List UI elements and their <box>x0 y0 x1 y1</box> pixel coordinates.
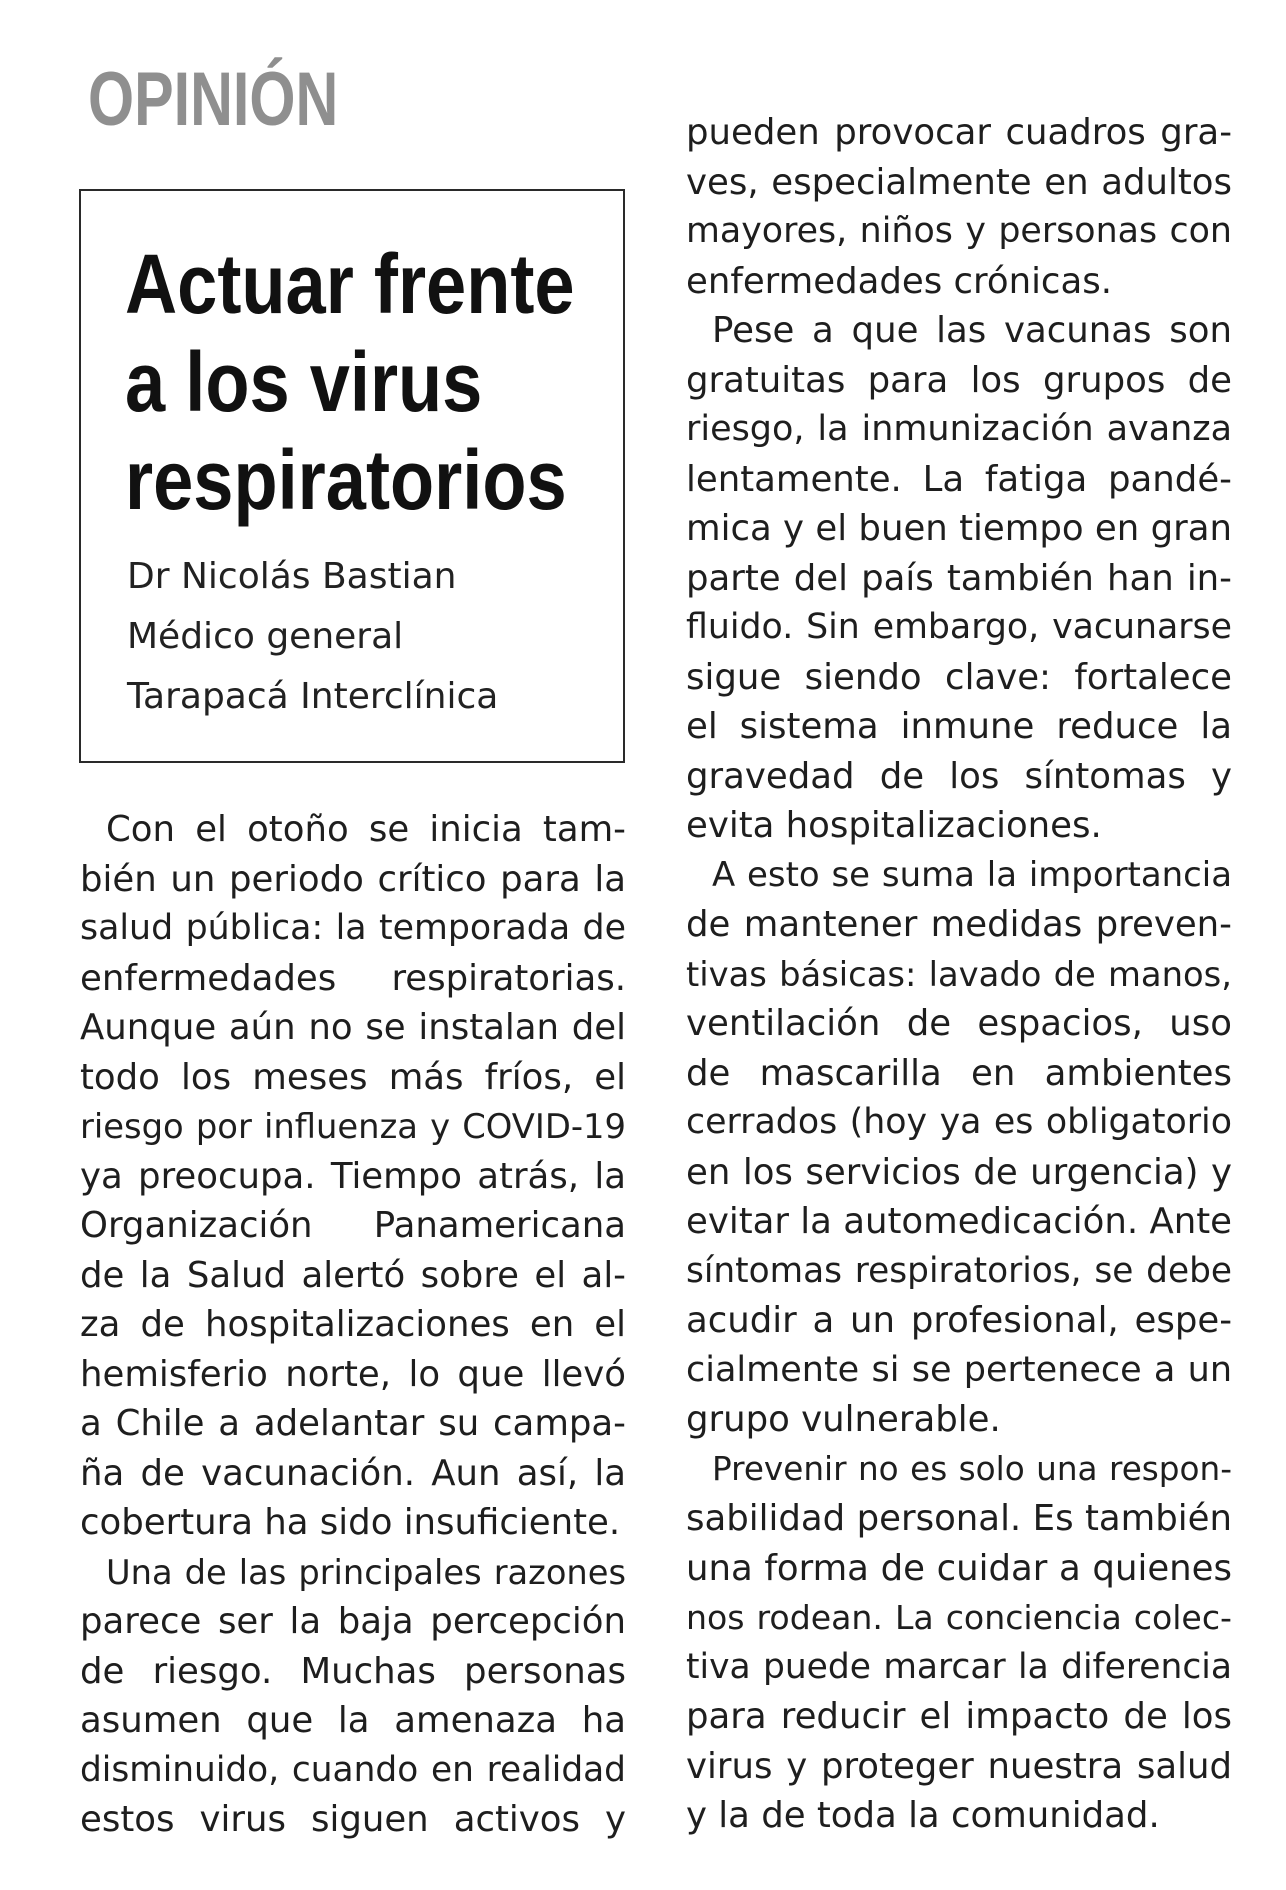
text-line: salud pública: la temporada de <box>80 908 626 948</box>
text-line: una forma de cuidar a quienes <box>686 1547 1232 1589</box>
text-line: bién un periodo crítico para la <box>80 858 626 900</box>
headline-box <box>79 189 625 763</box>
text-line: cobertura ha sido insuficiente. <box>80 1502 621 1543</box>
headline-line: respiratorios <box>125 433 567 527</box>
text-line: Una de las principales razones <box>106 1552 626 1592</box>
text-line: Prevenir no es solo una respon- <box>712 1449 1232 1488</box>
text-line: asumen que la amenaza ha <box>80 1700 626 1741</box>
text-line: de mantener medidas preven- <box>686 904 1232 945</box>
text-line: de mascarilla en ambientes <box>686 1052 1232 1094</box>
text-line: gratuitas para los grupos de <box>686 359 1232 401</box>
text-line: sigue siendo clave: fortalece <box>686 656 1232 698</box>
text-line: parece ser la baja percepción <box>80 1601 626 1642</box>
text-line: riesgo por influenza y COVID-19 <box>80 1107 626 1146</box>
text-line: riesgo, la inmunización avanza <box>686 409 1232 449</box>
text-line: acudir a un profesional, espe- <box>686 1300 1232 1341</box>
text-line: Aunque aún no se instalan del <box>80 1007 626 1048</box>
text-line: a Chile a adelantar su campa- <box>80 1403 626 1444</box>
text-line: todo los meses más fríos, el <box>80 1056 626 1098</box>
text-line: grupo vulnerable. <box>686 1399 1001 1440</box>
text-line: fluido. Sin embargo, vacunarse <box>686 607 1232 647</box>
author-role: Médico general <box>127 616 404 657</box>
text-line: para reducir el impacto de los <box>686 1696 1232 1737</box>
text-line: evita hospitalizaciones. <box>686 805 1102 846</box>
text-line: ña de vacunación. Aun así, la <box>80 1452 626 1494</box>
text-line: estos virus siguen activos y <box>80 1799 626 1840</box>
text-line: y la de toda la comunidad. <box>686 1795 1160 1836</box>
text-line: ves, especialmente en adultos <box>686 161 1232 203</box>
text-line: Organización Panamericana <box>80 1205 626 1246</box>
text-line: tivas básicas: lavado de manos, <box>686 954 1232 994</box>
headline-line: Actuar frente <box>125 237 575 331</box>
text-line: sabilidad personal. Es también <box>686 1498 1232 1539</box>
text-line: síntomas respiratorios, se debe <box>686 1250 1232 1291</box>
text-line: mayores, niños y personas con <box>686 211 1232 251</box>
text-line: de la Salud alertó sobre el al- <box>80 1254 626 1296</box>
text-line: nos rodean. La conciencia colec- <box>686 1598 1232 1637</box>
text-line: parte del país también han in- <box>686 557 1232 599</box>
text-line: evitar la automedicación. Ante <box>686 1201 1232 1242</box>
text-line: A esto se suma la importancia <box>712 855 1232 895</box>
text-line: de riesgo. Muchas personas <box>80 1650 626 1692</box>
text-line: virus y proteger nuestra salud <box>686 1745 1232 1787</box>
text-line: el sistema inmune reduce la <box>686 706 1232 747</box>
headline-line: a los virus <box>125 335 483 429</box>
text-line: cialmente si se pertenece a un <box>686 1349 1232 1390</box>
text-line: en los servicios de urgencia) y <box>686 1151 1232 1193</box>
text-line: cerrados (hoy ya es obligatorio <box>686 1102 1232 1142</box>
section-label: OPINIÓN <box>88 57 339 142</box>
text-line: tiva puede marcar la diferencia <box>686 1646 1232 1687</box>
text-line: enfermedades crónicas. <box>686 260 1112 302</box>
text-line: ventilación de espacios, uso <box>686 1003 1232 1044</box>
text-line: mica y el buen tiempo en gran <box>686 508 1232 549</box>
text-line: lentamente. La fatiga pandé- <box>686 458 1232 500</box>
text-line: pueden provocar cuadros gra- <box>686 112 1232 153</box>
article-column-right <box>686 108 1232 1841</box>
byline <box>127 547 498 727</box>
text-line: ya preocupa. Tiempo atrás, la <box>80 1155 626 1197</box>
text-line: gravedad de los síntomas y <box>686 755 1232 797</box>
text-line: Pese a que las vacunas son <box>712 310 1232 351</box>
text-line: hemisferio norte, lo que llevó <box>80 1353 626 1395</box>
author-name: Dr Nicolás Bastian <box>127 556 457 597</box>
text-line: Con el otoño se inicia tam- <box>106 809 626 850</box>
author-organization: Tarapacá Interclínica <box>127 676 499 717</box>
text-line: disminuido, cuando en realidad <box>80 1749 626 1790</box>
article-column-left <box>80 805 626 1845</box>
text-line: za de hospitalizaciones en el <box>80 1304 626 1345</box>
headline <box>125 235 575 529</box>
text-line: enfermedades respiratorias. <box>80 957 626 999</box>
